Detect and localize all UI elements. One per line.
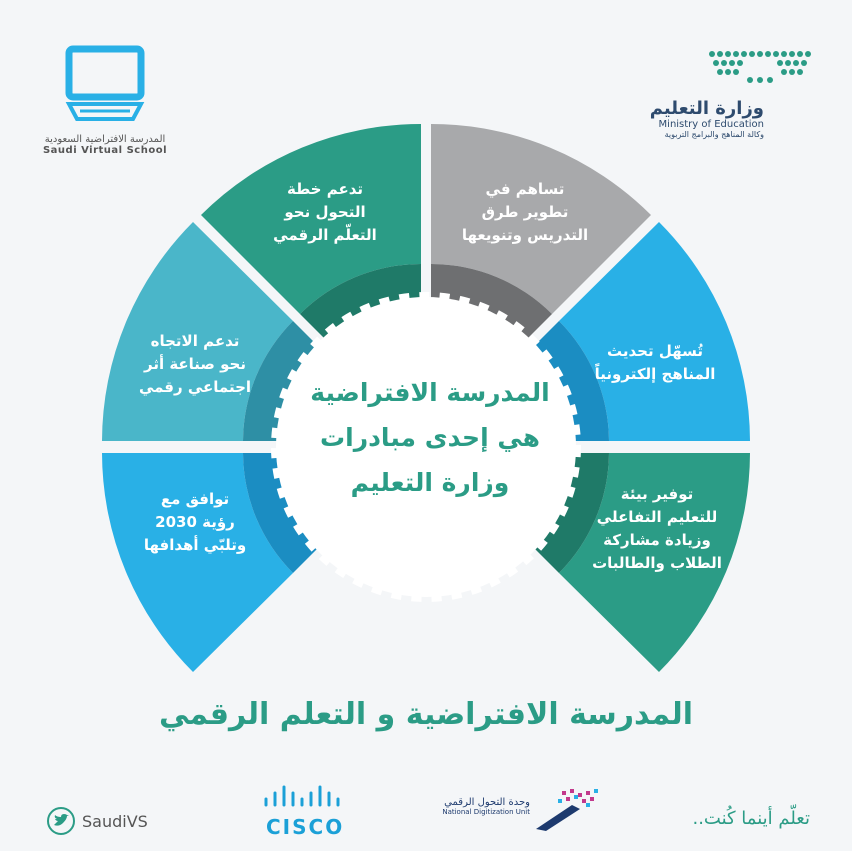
ndu-english-name: National Digitization Unit [442, 808, 530, 816]
segment-grey-text: تساهم في تطوير طرق التدريس وتنويعها [461, 180, 589, 244]
svs-arabic-name: المدرسة الافتراضية السعودية [44, 134, 166, 145]
cisco-bars-icon [262, 785, 362, 809]
cisco-wordmark: CISCO [266, 815, 345, 839]
moe-agency-name: وكالة المناهج والبرامج التربوية [664, 130, 764, 139]
center-line-2: هي إحدى مبادرات [320, 423, 540, 452]
twitter-icon [46, 806, 76, 836]
center-line-1: المدرسة الافتراضية [310, 378, 550, 407]
ndu-logo [410, 785, 600, 835]
moe-emblem-icon [620, 46, 820, 86]
segment-teal-right-text: توفير بيئة للتعليم التفاعلي وزيادة مشاركة الطلاب والطالبات [592, 485, 722, 572]
slogan: تعلّم أينما كُنت.. [692, 808, 810, 829]
segment-blue-right-text: تُسهّل تحديث المناهج إلكترونياً [594, 342, 716, 383]
ndu-arabic-name: وحدة التحول الرقمي [444, 797, 530, 808]
svs-english-name: Saudi Virtual School [42, 145, 168, 156]
twitter-link[interactable] [46, 806, 148, 836]
svs-logo [40, 44, 170, 164]
segment-blue-left-text: توافق مع رؤية 2030 وتلبّي أهدافها [143, 490, 247, 554]
svs-logo-icon [40, 44, 170, 122]
moe-arabic-name: وزارة التعليم [649, 98, 764, 119]
main-title: المدرسة الافتراضية و التعلم الرقمي [158, 697, 694, 732]
center-text [300, 370, 560, 505]
twitter-handle: SaudiVS [82, 811, 148, 831]
moe-logo [620, 46, 820, 156]
segment-lightteal-text: تدعم الاتجاه نحو صناعة أثر اجتماعي رقمي [138, 332, 252, 396]
ndu-emblem-icon [532, 785, 600, 833]
cisco-logo [262, 785, 362, 839]
center-line-3: وزارة التعليم [350, 468, 510, 497]
moe-english-name: Ministry of Education [658, 119, 764, 130]
segment-teal-top-text: تدعم خطة التحول نحو التعلّم الرقمي [273, 180, 377, 244]
